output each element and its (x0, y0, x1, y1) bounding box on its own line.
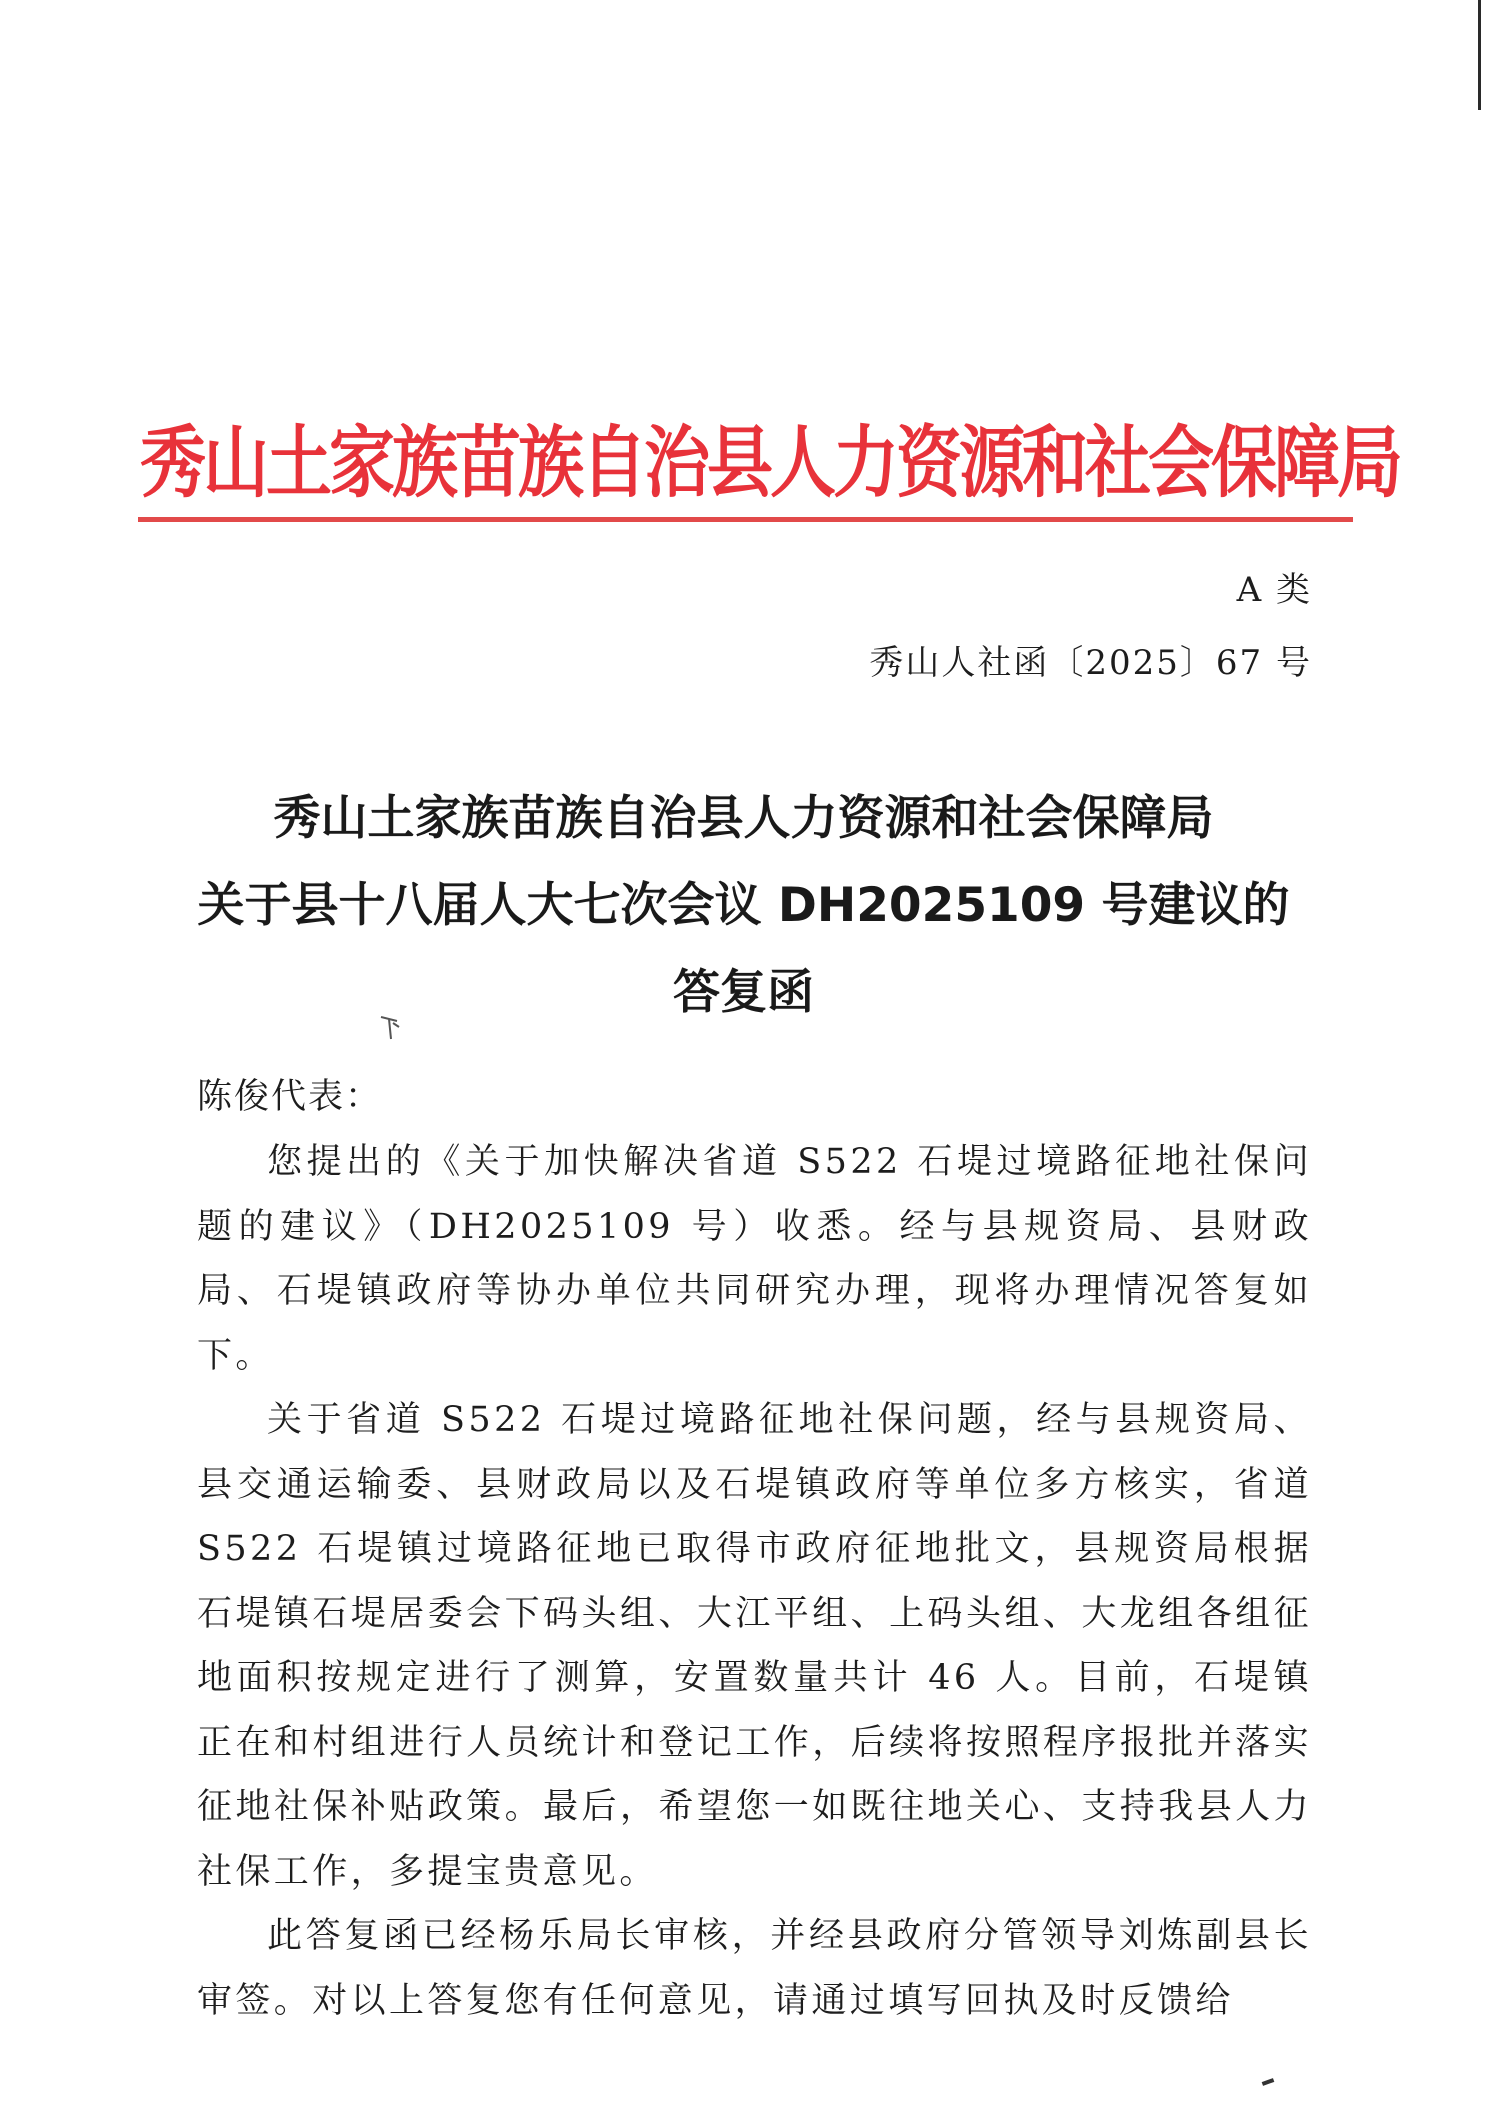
document-title (180, 775, 1307, 1036)
body-paragraph-1: 您提出的《关于加快解决省道 S522 石堤过境路征地社保问题的建议》（DH2025109 号）收悉。经与县规资局、县财政局、石堤镇政府等协办单位共同研究办理，现将办理情况答复如下。 (197, 1142, 1312, 1376)
title-line-2: 关于县十八届人大七次会议 DH2025109 号建议的 (197, 878, 1290, 933)
letter-body (197, 1130, 1312, 2033)
salutation: 陈俊代表： (197, 1077, 383, 1117)
document-category: A 类 (1236, 570, 1312, 610)
body-paragraph-2: 关于省道 S522 石堤过境路征地社保问题，经与县规资局、县交通运输委、县财政局以及石堤镇政府等单位多方核实，省道 S522 石堤镇过境路征地已取得市政府征地批文，县规资局根据石堤镇石堤居委会下码头组、大江平组、上码头组、大龙组各组征地面积按规定进行了测算，安置数量共计 46 人。目前，石堤镇正在和村组进行人员统计和登记工作，后续将按照程序报批并落实征地社保补贴政策。最后，希望您一如既往地关心、支持我县人力社保工作，多提宝贵意见。 (197, 1400, 1312, 1892)
page-corner-mark (1262, 2078, 1275, 2086)
red-header-rule (138, 517, 1353, 522)
title-line-1: 秀山土家族苗族自治县人力资源和社会保障局 (273, 791, 1214, 846)
ink-speck-mark (377, 1013, 403, 1043)
agency-letterhead: 秀山土家族苗族自治县人力资源和社会保障局 (140, 417, 1400, 509)
title-line-3: 答复函 (673, 965, 814, 1020)
body-paragraph-3: 此答复函已经杨乐局长审核，并经县政府分管领导刘炼副县长审签。对以上答复您有任何意见，请通过填写回执及时反馈给 (197, 1916, 1312, 2021)
scan-edge-mark (1478, 0, 1481, 110)
document-number: 秀山人社函〔2025〕67 号 (869, 643, 1312, 683)
